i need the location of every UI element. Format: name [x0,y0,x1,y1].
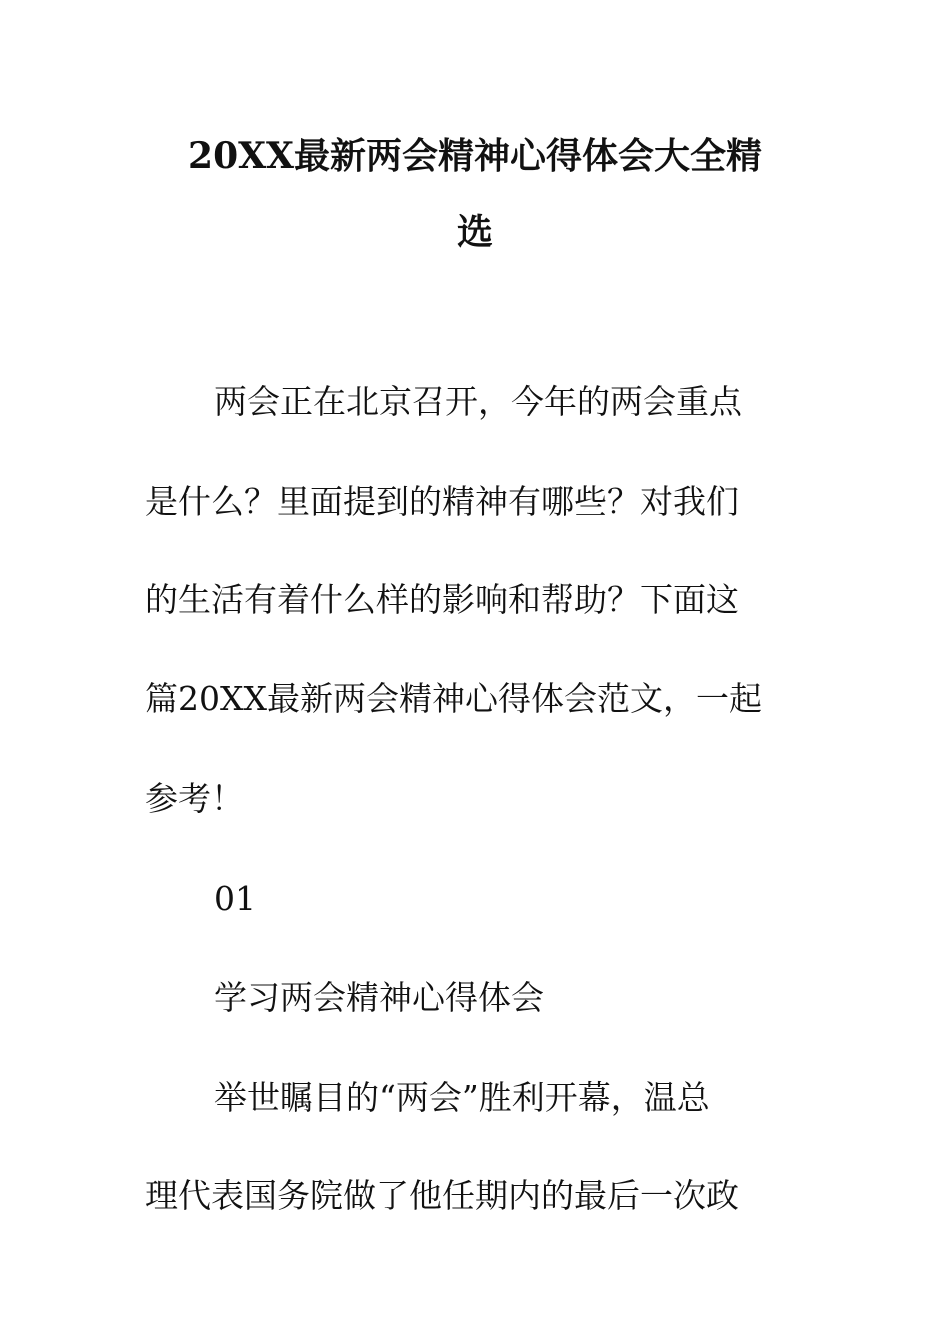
paragraph-line: 的生活有着什么样的影响和帮助？下面这 [145,580,739,619]
paragraph-line: 理代表国务院做了他任期内的最后一次政 [145,1176,739,1215]
document-title [120,118,830,270]
title-line: 20XX最新两会精神心得体会大全精 [188,135,762,177]
paragraph-line: 参考！ [145,779,244,818]
title-line: 选 [456,211,493,253]
paragraph-line: 篇20XX最新两会精神心得体会范文，一起 [145,679,762,718]
section-number: 01 [214,879,256,918]
section-heading: 学习两会精神心得体会 [214,978,544,1017]
paragraph-line: 两会正在北京召开，今年的两会重点 [214,382,742,421]
paragraph-line: 是什么？里面提到的精神有哪些？对我们 [145,482,739,521]
paragraph-line: 举世瞩目的“两会”胜利开幕，温总 [214,1078,710,1117]
